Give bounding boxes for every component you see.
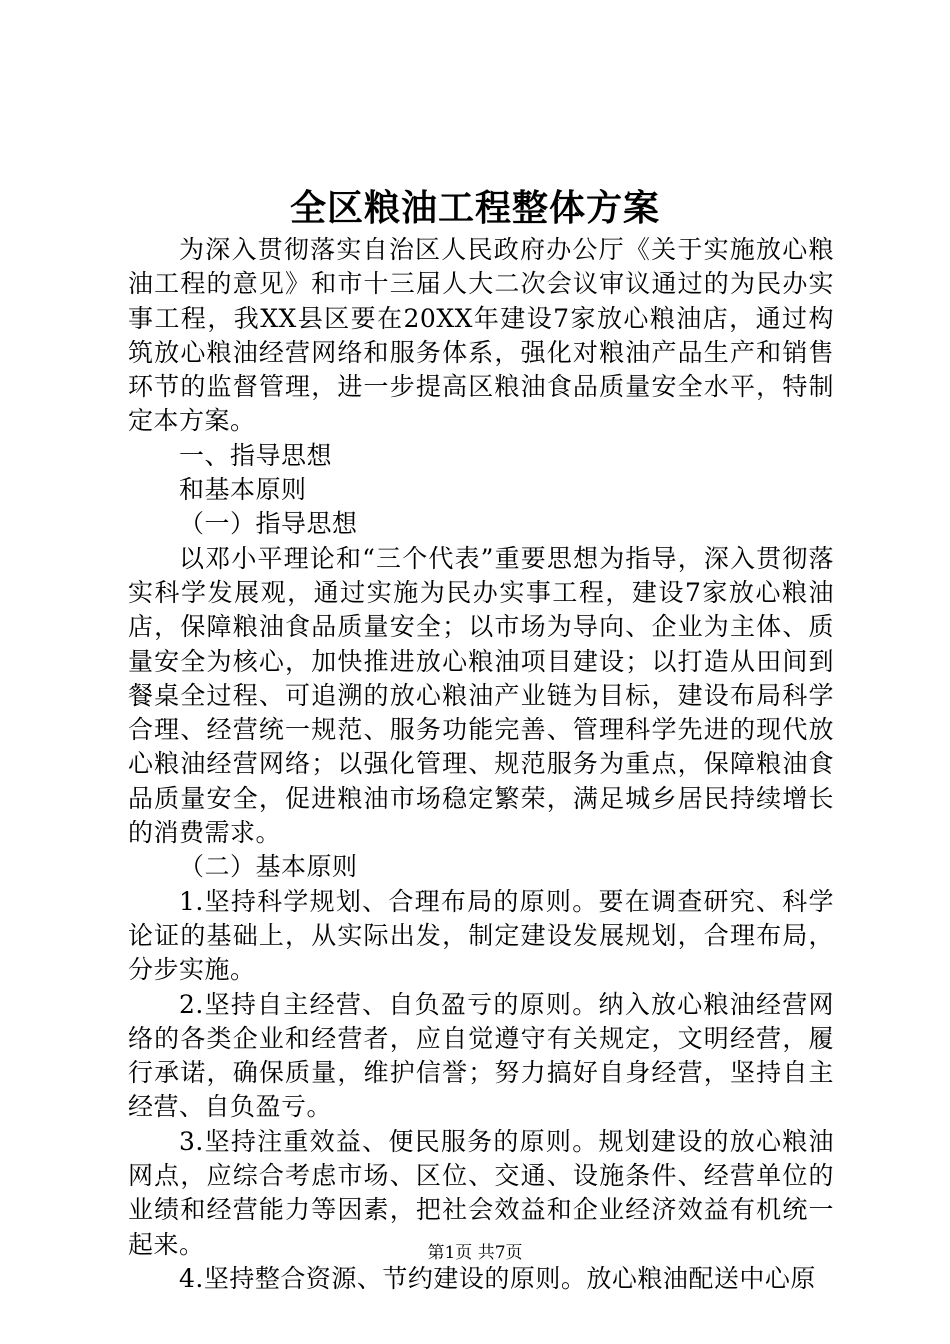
paragraph-guiding-thought: 以邓小平理论和“三个代表”重要思想为指导，深入贯彻落实科学发展观，通过实施为民办实事工程，建设7家放心粮油店，保障粮油食品质量安全；以市场为导向、企业为主体、质量安全为核心，加快推进放心粮油项目建设；以打造从田间到餐桌全过程、可追溯的放心粮油产业链为目标，建设布局科学合理、经营统一规范、服务功能完善、管理科学先进的现代放心粮油经营网络；以强化管理、规范服务为重点，保障粮油食品质量安全，促进粮油市场稳定繁荣，满足城乡居民持续增长的消费需求。	[128, 543, 834, 848]
heading-section-1: 一、指导思想	[179, 440, 333, 470]
paragraph-principle-3: 3.坚持注重效益、便民服务的原则。规划建设的放心粮油网点，应综合考虑市场、区位、交通、设施条件、经营单位的业绩和经营能力等因素，把社会效益和企业经济效益有机统一起来。	[128, 1126, 834, 1259]
paragraph-intro: 为深入贯彻落实自治区人民政府办公厅《关于实施放心粮油工程的意见》和市十三届人大二次会议审议通过的为民办实事工程，我XX县区要在20XX年建设7家放心粮油店，通过构筑放心粮油经营网络和服务体系，强化对粮油产品生产和销售环节的监督管理，进一步提高区粮油食品质量安全水平，特制定本方案。	[128, 235, 834, 436]
heading-subsection-1: （一）指导思想	[179, 509, 358, 539]
paragraph-principle-2: 2.坚持自主经营、自负盈亏的原则。纳入放心粮油经营网络的各类企业和经营者，应自觉遵守有关规定，文明经营，履行承诺，确保质量，维护信誉；努力搞好自身经营，坚持自主经营、自负盈亏。	[128, 989, 834, 1122]
heading-section-1-cont: 和基本原则	[179, 475, 307, 505]
document-body	[128, 233, 834, 1296]
page-number-footer: 第1页 共7页	[427, 1243, 523, 1263]
document-title: 全区粮油工程整体方案	[289, 187, 660, 229]
heading-subsection-2: （二）基本原则	[179, 852, 358, 882]
paragraph-principle-4: 4.坚持整合资源、节约建设的原则。放心粮油配送中心原	[179, 1263, 816, 1293]
paragraph-principle-1: 1.坚持科学规划、合理布局的原则。要在调查研究、科学论证的基础上，从实际出发，制定建设发展规划，合理布局，分步实施。	[128, 886, 834, 985]
